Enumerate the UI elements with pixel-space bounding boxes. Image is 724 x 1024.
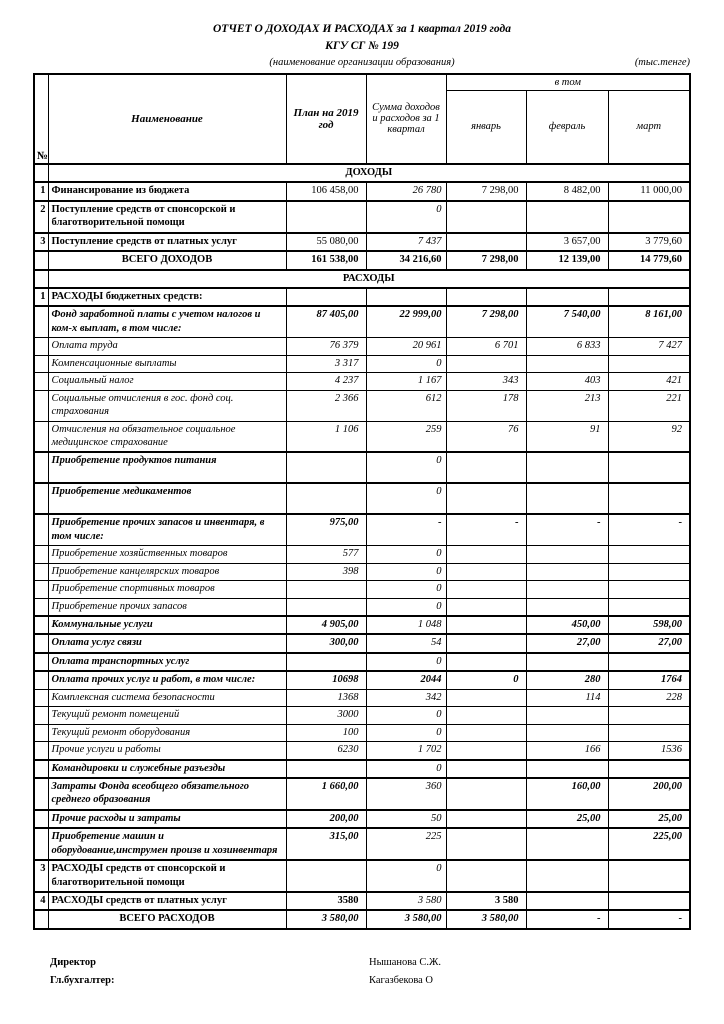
row-label: Финансирование из бюджета [48,182,286,200]
row-label: Поступление средств от платных услуг [48,233,286,251]
row-label: Комплексная система безопасности [48,689,286,706]
plan-cell: 1368 [286,689,366,706]
january-cell [446,810,526,828]
february-cell: 403 [526,373,608,390]
table-row [34,452,690,483]
header-plan: План на 2019 год [286,74,366,164]
march-cell [608,653,690,671]
section-row [34,164,690,182]
table-row [34,338,690,355]
table-row [34,892,690,910]
january-cell [446,860,526,892]
january-cell [446,233,526,251]
table-row [34,233,690,251]
january-cell [446,778,526,810]
february-cell: - [526,514,608,545]
table-row [34,671,690,689]
january-cell [446,201,526,233]
row-number [34,689,48,706]
plan-cell: 4 905,00 [286,616,366,634]
january-cell [446,563,526,580]
february-cell: 166 [526,742,608,760]
row-number [34,634,48,652]
march-cell [608,724,690,741]
february-cell [526,707,608,724]
quarter-sum-cell: 3 580,00 [366,910,446,928]
table-row [34,810,690,828]
table-row [34,306,690,337]
table-row [34,742,690,760]
march-cell [608,563,690,580]
row-number [34,671,48,689]
january-cell: 76 [446,421,526,452]
section-title: ДОХОДЫ [48,164,690,182]
row-label: Поступление средств от спонсорской и благотворительной помощи [48,201,286,233]
quarter-sum-cell: 0 [366,355,446,372]
row-label: ВСЕГО РАСХОДОВ [48,910,286,928]
plan-cell: 2 366 [286,390,366,421]
row-label: Оплата услуг связи [48,634,286,652]
march-cell: 200,00 [608,778,690,810]
header-quarter-sum: Сумма доходов и расходов за 1 квартал [366,74,446,164]
quarter-sum-cell: 7 437 [366,233,446,251]
income-expense-table [33,73,691,930]
january-cell [446,616,526,634]
caption-line [0,57,724,72]
plan-cell [286,860,366,892]
march-cell: - [608,514,690,545]
row-label: Приобретение медикаментов [48,483,286,514]
february-cell: 213 [526,390,608,421]
row-number [34,760,48,778]
february-cell [526,598,608,616]
march-cell: 1536 [608,742,690,760]
table-row [34,689,690,706]
march-cell: 228 [608,689,690,706]
january-cell: 343 [446,373,526,390]
february-cell [526,355,608,372]
row-label: Оплата прочих услуг и работ, в том числе: [48,671,286,689]
plan-cell [286,760,366,778]
march-cell: 1764 [608,671,690,689]
accountant-row [50,974,724,988]
quarter-sum-cell: 0 [366,760,446,778]
table-row [34,390,690,421]
january-cell [446,634,526,652]
table-row [34,581,690,598]
march-cell: 8 161,00 [608,306,690,337]
plan-cell: 161 538,00 [286,251,366,269]
february-cell [526,653,608,671]
march-cell: 421 [608,373,690,390]
january-cell [446,689,526,706]
plan-cell: 76 379 [286,338,366,355]
march-cell [608,546,690,563]
january-cell: 3 580,00 [446,910,526,928]
march-cell: 11 000,00 [608,182,690,200]
quarter-sum-cell: 612 [366,390,446,421]
january-cell [446,581,526,598]
row-number [34,306,48,337]
row-label: Приобретение прочих запасов и инвентаря, в том числе: [48,514,286,545]
table-row [34,355,690,372]
february-cell [526,288,608,306]
row-number [34,164,48,182]
plan-cell: 106 458,00 [286,182,366,200]
january-cell [446,742,526,760]
plan-cell: 1 106 [286,421,366,452]
row-label: Оплата труда [48,338,286,355]
table-row [34,778,690,810]
january-cell [446,828,526,860]
quarter-sum-cell: 50 [366,810,446,828]
row-number: 4 [34,892,48,910]
row-number [34,742,48,760]
row-label: Коммунальные услуги [48,616,286,634]
table-header [34,74,690,164]
row-number [34,483,48,514]
row-label: Отчисления на обязательное социальное медицинское страхование [48,421,286,452]
table-row [34,288,690,306]
header-name: Наименование [48,74,286,164]
march-cell [608,201,690,233]
january-cell [446,546,526,563]
february-cell: 280 [526,671,608,689]
table-row [34,760,690,778]
quarter-sum-cell: 0 [366,546,446,563]
february-cell: 450,00 [526,616,608,634]
table-row [34,421,690,452]
row-number [34,581,48,598]
quarter-sum-cell: 1 048 [366,616,446,634]
january-cell [446,288,526,306]
row-number [34,390,48,421]
signatures [50,956,724,987]
february-cell: 8 482,00 [526,182,608,200]
table-row [34,373,690,390]
january-cell: 7 298,00 [446,182,526,200]
row-number: 1 [34,182,48,200]
march-cell [608,860,690,892]
plan-cell: 6230 [286,742,366,760]
quarter-sum-cell: 225 [366,828,446,860]
quarter-sum-cell: 0 [366,201,446,233]
row-label: РАСХОДЫ бюджетных средств: [48,288,286,306]
january-cell: - [446,514,526,545]
plan-cell: 577 [286,546,366,563]
table-row [34,616,690,634]
plan-cell: 87 405,00 [286,306,366,337]
march-cell [608,707,690,724]
row-label: Текущий ремонт помещений [48,707,286,724]
plan-cell: 10698 [286,671,366,689]
row-number [34,546,48,563]
table-row [34,546,690,563]
plan-cell [286,581,366,598]
march-cell: 598,00 [608,616,690,634]
february-cell: 3 657,00 [526,233,608,251]
row-label: Приобретение продуктов питания [48,452,286,483]
row-label: Социальные отчисления в гос. фонд соц. страхования [48,390,286,421]
section-title: РАСХОДЫ [48,270,690,288]
units-caption: (тыс.тенге) [634,56,690,68]
row-number [34,563,48,580]
january-cell [446,707,526,724]
row-label: Прочие услуги и работы [48,742,286,760]
row-number [34,724,48,741]
row-label: Затраты Фонда всеобщего обязательного среднего образования [48,778,286,810]
plan-cell: 4 237 [286,373,366,390]
march-cell: 92 [608,421,690,452]
quarter-sum-cell: 0 [366,598,446,616]
march-cell [608,892,690,910]
header-num: № [34,74,48,164]
february-cell [526,892,608,910]
january-cell [446,355,526,372]
february-cell: 12 139,00 [526,251,608,269]
table-row [34,828,690,860]
row-number [34,452,48,483]
quarter-sum-cell: 0 [366,581,446,598]
march-cell [608,760,690,778]
march-cell: 221 [608,390,690,421]
plan-cell: 3 317 [286,355,366,372]
february-cell: 27,00 [526,634,608,652]
january-cell: 6 701 [446,338,526,355]
row-label: Приобретение хозяйственных товаров [48,546,286,563]
row-number [34,828,48,860]
march-cell: 3 779,60 [608,233,690,251]
quarter-sum-cell: 20 961 [366,338,446,355]
march-cell [608,288,690,306]
row-label: Приобретение машин и оборудование,инструмен произв и хозинвентаря [48,828,286,860]
january-cell: 7 298,00 [446,306,526,337]
page-title: ОТЧЕТ О ДОХОДАХ И РАСХОДАХ за 1 квартал 2019 года [213,23,511,35]
table-row [34,724,690,741]
table-row [34,860,690,892]
quarter-sum-cell: 3 580 [366,892,446,910]
january-cell [446,760,526,778]
february-cell: 25,00 [526,810,608,828]
plan-cell: 1 660,00 [286,778,366,810]
march-cell: 27,00 [608,634,690,652]
row-label: Приобретение прочих запасов [48,598,286,616]
quarter-sum-cell: 259 [366,421,446,452]
plan-cell: 300,00 [286,634,366,652]
table-row [34,598,690,616]
january-cell [446,653,526,671]
table-row [34,182,690,200]
row-number: 3 [34,233,48,251]
february-cell [526,724,608,741]
report-table-body [34,164,690,929]
january-cell: 3 580 [446,892,526,910]
february-cell [526,860,608,892]
quarter-sum-cell: 26 780 [366,182,446,200]
plan-cell: 975,00 [286,514,366,545]
table-row [34,707,690,724]
march-cell: 14 779,60 [608,251,690,269]
row-number [34,910,48,928]
header-months-group: в том [446,74,690,91]
march-cell [608,598,690,616]
director-row [50,956,724,970]
section-row [34,270,690,288]
row-number [34,653,48,671]
row-number [34,778,48,810]
february-cell [526,760,608,778]
march-cell: 7 427 [608,338,690,355]
march-cell [608,581,690,598]
header-february: февраль [526,90,608,164]
accountant-name: Кагазбекова О [369,974,434,986]
february-cell [526,581,608,598]
total-row [34,910,690,928]
row-number [34,251,48,269]
quarter-sum-cell: 0 [366,452,446,483]
february-cell [526,452,608,483]
row-number [34,338,48,355]
quarter-sum-cell: 22 999,00 [366,306,446,337]
february-cell [526,483,608,514]
row-label: Прочие расходы и затраты [48,810,286,828]
total-row [34,251,690,269]
row-number [34,810,48,828]
row-number [34,707,48,724]
row-number [34,270,48,288]
plan-cell [286,483,366,514]
february-cell [526,828,608,860]
header-january: январь [446,90,526,164]
quarter-sum-cell: 0 [366,724,446,741]
quarter-sum-cell: 1 702 [366,742,446,760]
quarter-sum-cell: 0 [366,860,446,892]
row-label: Оплата транспортных услуг [48,653,286,671]
row-label: Компенсационные выплаты [48,355,286,372]
february-cell: 6 833 [526,338,608,355]
plan-cell: 100 [286,724,366,741]
row-number: 1 [34,288,48,306]
table-row [34,634,690,652]
plan-cell: 315,00 [286,828,366,860]
february-cell: - [526,910,608,928]
plan-cell [286,452,366,483]
january-cell [446,452,526,483]
quarter-sum-cell: 0 [366,563,446,580]
table-row [34,653,690,671]
plan-cell: 3580 [286,892,366,910]
march-cell: 225,00 [608,828,690,860]
plan-cell: 200,00 [286,810,366,828]
january-cell: 0 [446,671,526,689]
row-label: Текущий ремонт оборудования [48,724,286,741]
january-cell [446,483,526,514]
row-number [34,598,48,616]
row-number [34,514,48,545]
quarter-sum-cell: 0 [366,653,446,671]
accountant-label: Гл.бухгалтер: [50,974,115,986]
february-cell [526,563,608,580]
plan-cell: 3 580,00 [286,910,366,928]
february-cell: 160,00 [526,778,608,810]
quarter-sum-cell: 0 [366,707,446,724]
row-number [34,355,48,372]
row-label: РАСХОДЫ средств от платных услуг [48,892,286,910]
january-cell: 7 298,00 [446,251,526,269]
row-label: Приобретение спортивных товаров [48,581,286,598]
quarter-sum-cell [366,288,446,306]
january-cell: 178 [446,390,526,421]
org-caption: (наименование организации образования) [269,56,455,68]
row-label: Приобретение канцелярских товаров [48,563,286,580]
january-cell [446,724,526,741]
row-number: 3 [34,860,48,892]
table-row [34,514,690,545]
plan-cell: 55 080,00 [286,233,366,251]
row-number [34,421,48,452]
march-cell [608,355,690,372]
quarter-sum-cell: - [366,514,446,545]
march-cell [608,452,690,483]
row-label: Командировки и служебные разъезды [48,760,286,778]
quarter-sum-cell: 0 [366,483,446,514]
plan-cell [286,598,366,616]
plan-cell [286,288,366,306]
march-cell [608,483,690,514]
organization-title: КГУ СГ № 199 [325,39,399,52]
march-cell: - [608,910,690,928]
february-cell [526,201,608,233]
director-name: Нышанова С.Ж. [369,956,442,968]
plan-cell [286,653,366,671]
february-cell [526,546,608,563]
february-cell: 7 540,00 [526,306,608,337]
february-cell: 91 [526,421,608,452]
quarter-sum-cell: 2044 [366,671,446,689]
quarter-sum-cell: 360 [366,778,446,810]
header-march: март [608,90,690,164]
row-label: ВСЕГО ДОХОДОВ [48,251,286,269]
row-label: РАСХОДЫ средств от спонсорской и благотворительной помощи [48,860,286,892]
table-row [34,563,690,580]
plan-cell [286,201,366,233]
quarter-sum-cell: 54 [366,634,446,652]
february-cell: 114 [526,689,608,706]
march-cell: 25,00 [608,810,690,828]
row-label: Социальный налог [48,373,286,390]
table-row [34,483,690,514]
january-cell [446,598,526,616]
table-row [34,201,690,233]
row-number [34,616,48,634]
row-number: 2 [34,201,48,233]
row-label: Фонд заработной платы с учетом налогов и ком-х выплат, в том числе: [48,306,286,337]
director-label: Директор [50,956,96,968]
plan-cell: 398 [286,563,366,580]
quarter-sum-cell: 342 [366,689,446,706]
quarter-sum-cell: 34 216,60 [366,251,446,269]
quarter-sum-cell: 1 167 [366,373,446,390]
row-number [34,373,48,390]
plan-cell: 3000 [286,707,366,724]
